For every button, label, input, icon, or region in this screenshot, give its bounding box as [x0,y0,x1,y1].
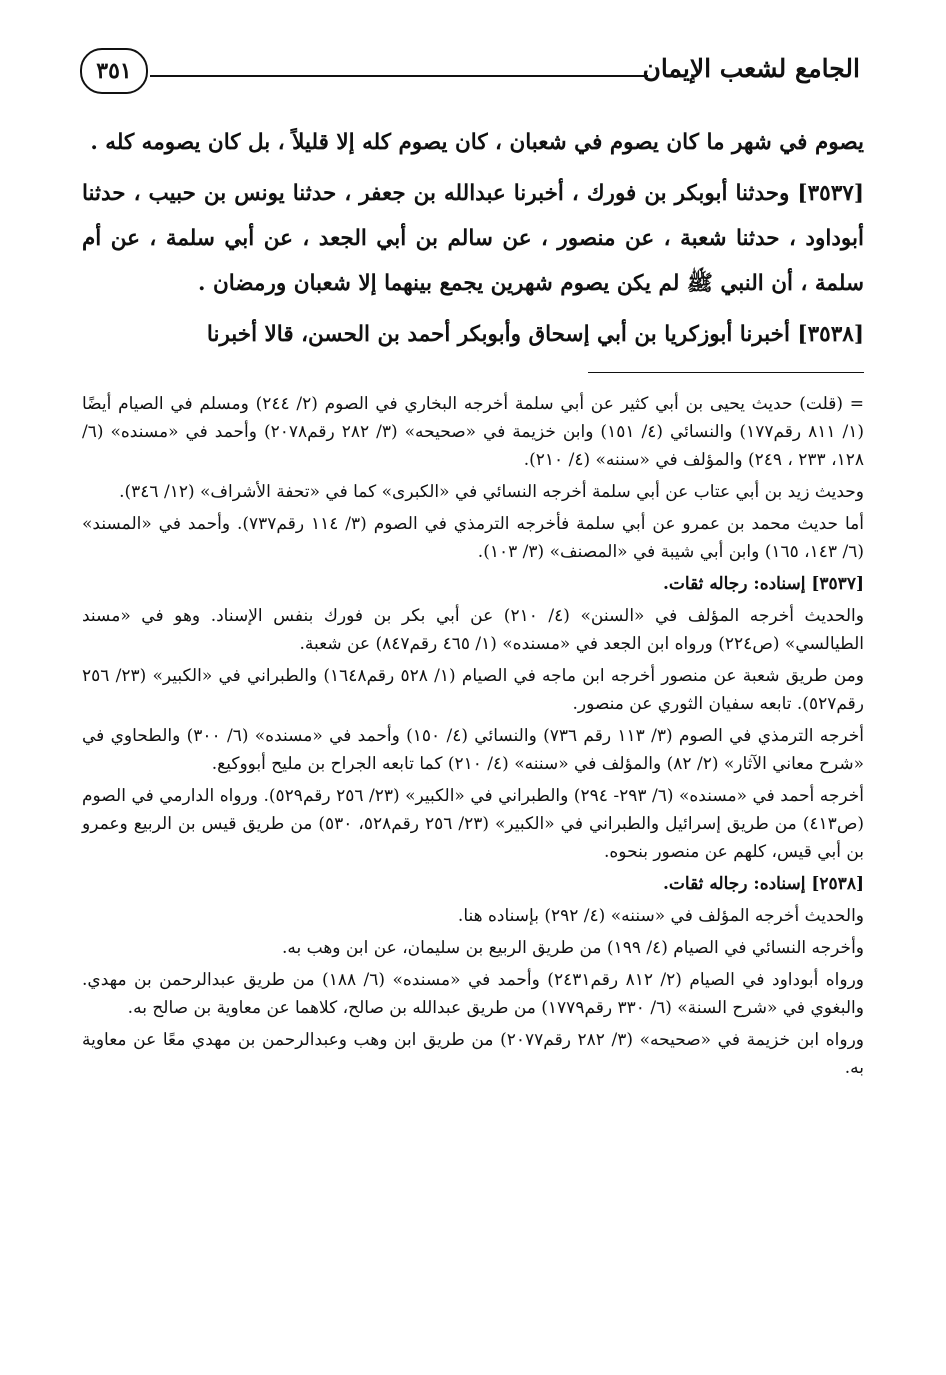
footnote-paragraph: وحديث زيد بن أبي عتاب عن أبي سلمة أخرجه النسائي في «الكبرى» كما في «تحفة الأشراف» (١٢/ ٣٤٦). [119,482,864,502]
footnote-paragraph: أخرجه الترمذي في الصوم (٣/ ١١٣ رقم ٧٣٦) والنسائي (٤/ ١٥٠) وأحمد في «مسنده» (٦/ ٣٠٠) والطحاوي في «شرح معاني الآثار» (٢/ ٨٢) والمؤلف في «سننه» (٤/ ٢١٠) كما تابعه الجراح بن مليح أبووكيع. [82,726,864,774]
hadith-number: [٣٥٣٧] [797,181,864,206]
footnote-separator [588,372,864,373]
footnote-paragraph: ورواه ابن خزيمة في «صحيحه» (٣/ ٢٨٢ رقم٢٠٧٧) من طريق ابن وهب وعبدالرحمن بن مهدي معًا عن معاوية به. [82,1030,864,1078]
book-title: الجامع لشعب الإيمان [642,54,860,83]
footnotes [82,390,864,1086]
running-header [80,48,860,98]
footnote-paragraph: والحديث أخرجه المؤلف في «السنن» (٤/ ٢١٠) عن أبي بكر بن فورك بنفس الإسناد. وهو في «مسند الطيالسي» (ص٢٢٤) ورواه ابن الجعد في «مسنده» (١/ ٤٦٥ رقم٨٤٧) عن شعبة. [82,606,864,654]
footnote-paragraph: والحديث أخرجه المؤلف في «سننه» (٤/ ٢٩٢) بإسناده هنا. [457,906,864,926]
hadith-text: وحدثنا أبوبكر بن فورك ، أخبرنا عبدالله بن جعفر ، حدثنا يونس بن حبيب ، حدثنا أبوداود ، حدثنا شعبة ، عن منصور ، عن سالم بن أبي الجعد ، عن أبي سلمة ، عن أم سلمة ، أن النبي ﷺ لم يكن يصوم شهرين يجمع بينهما إلا شعبان ورمضان . [82,181,864,296]
footnote-paragraph: أما حديث محمد بن عمرو عن أبي سلمة فأخرجه الترمذي في الصوم (٣/ ١١٤ رقم٧٣٧). وأحمد في «المسند» (٦/ ١٤٣، ١٦٥) وابن أبي شيبة في «المصنف» (٣/ ١٠٣). [82,514,864,562]
hadith-text: أخبرنا أبوزكريا بن أبي إسحاق وأبوبكر أحمد بن الحسن، قالا أخبرنا [206,322,798,347]
footnote-paragraph: = (قلت) حديث يحيى بن أبي كثير عن أبي سلمة أخرجه البخاري في الصوم (٢/ ٢٤٤) ومسلم في الصيام أيضًا (١/ ٨١١ رقم١٧٧) والنسائي (٤/ ١٥١) وابن خزيمة في «صحيحه» (٣/ ٢٨٢ رقم٢٠٧٨) وأحمد في «مسنده» (٦/ ١٢٨، ٢٣٣ ، ٢٤٩) والمؤلف في «سننه» (٤/ ٢١٠). [82,394,865,470]
footnote-paragraph: ومن طريق شعبة عن منصور أخرجه ابن ماجه في الصيام (١/ ٥٢٨ رقم١٦٤٨) والطبراني في «الكبير» (٢٣/ ٢٥٦ رقم٥٢٧). تابعه سفيان الثوري عن منصور. [82,666,864,714]
main-text [82,120,864,363]
header-rule [150,75,648,77]
main-paragraph-1: يصوم في شهر ما كان يصوم في شعبان ، كان يصوم كله إلا قليلاً ، بل كان يصومه كله . [90,130,864,155]
footnote-paragraph: أخرجه أحمد في «مسنده» (٦/ ٢٩٣- ٢٩٤) والطبراني في «الكبير» (٢٣/ ٢٥٦ رقم٥٢٩). ورواه الدارمي في الصوم (ص٤١٣) من طريق إسرائيل والطبراني في «الكبير» (٢٣/ ٢٥٦ رقم٥٢٨، ٥٣٠) من طريق قيس بن الربيع وعمرو بن أبي قيس، كلهم عن منصور بنحوه. [82,786,864,862]
footnote-paragraph: ورواه أبوداود في الصيام (٢/ ٨١٢ رقم٢٤٣١) وأحمد في «مسنده» (٦/ ١٨٨) من طريق عبدالرحمن بن مهدي. والبغوي في «شرح السنة» (٦/ ٣٣٠ رقم١٧٧٩) من طريق عبدالله بن صالح، كلاهما عن معاوية بن صالح به. [82,970,864,1018]
hadith-3538 [82,312,864,357]
hadith-3537 [82,171,864,306]
hadith-number: [٣٥٣٨] [797,322,864,347]
page-number: ٣٥١ [80,48,148,94]
footnote-heading-3538: [٢٥٣٨] إسناده: رجاله ثقات. [662,874,864,894]
footnote-heading-3537: [٣٥٣٧] إسناده: رجاله ثقات. [662,574,864,594]
footnote-paragraph: وأخرجه النسائي في الصيام (٤/ ١٩٩) من طريق الربيع بن سليمان، عن ابن وهب به. [281,938,864,958]
